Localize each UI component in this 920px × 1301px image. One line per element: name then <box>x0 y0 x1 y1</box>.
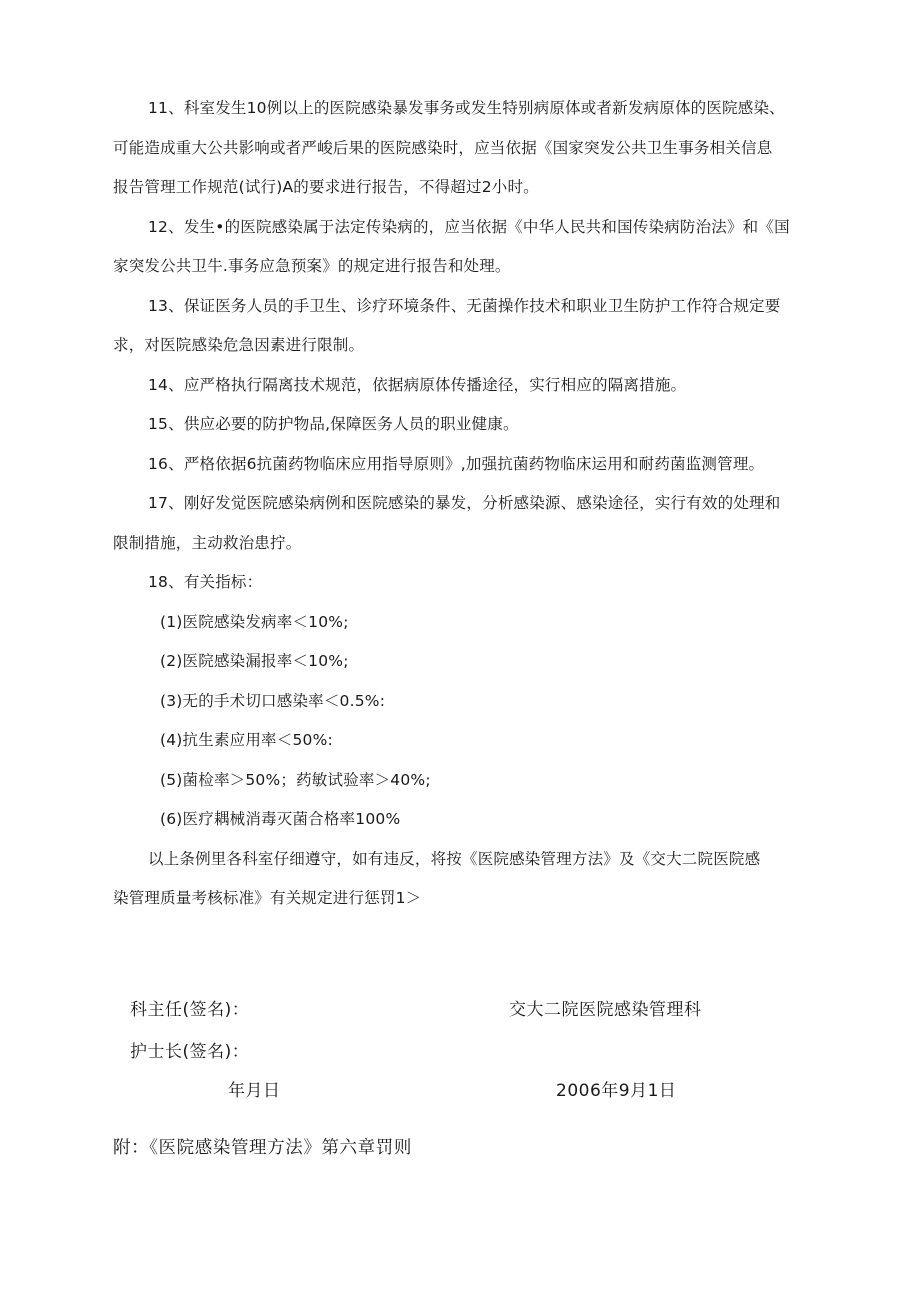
indicator-item: (2)医院感染漏报率＜10%; <box>160 652 349 670</box>
article-13-line-2: 求，对医院感染危急因素进行限制。 <box>113 336 365 354</box>
article-16: 16、严格依据6抗菌药物临床应用指导原则》,加强抗菌药物临床运用和耐药菌监测管理。 <box>148 455 765 473</box>
closing-line-1: 以上条例里各科室仔细遵守，如有违反，将按《医院感染管理方法》及《交大二院医院感 <box>148 850 761 868</box>
indicator-item: (5)菌检率＞50%；药敏试验率＞40%; <box>160 771 431 789</box>
article-11-line-1: 11、科室发生10例以上的医院感染暴发事务或发生特别病原体或者新发病原体的医院感染、 <box>148 99 785 117</box>
article-18: 18、有关指标： <box>148 573 263 591</box>
article-17-line-2: 限制措施，主动救治患拧。 <box>113 534 302 552</box>
indicator-item: (4)抗生素应用率＜50%: <box>160 731 333 749</box>
article-14: 14、应严格执行隔离技术规范，依据病原体传播途径，实行相应的隔离措施。 <box>148 376 687 394</box>
article-17-line-1: 17、刚好发觉医院感染病例和医院感染的暴发，分析感染源、感染途径，实行有效的处理和 <box>148 494 781 512</box>
closing-line-2: 染管理质量考核标准》有关规定进行惩罚1＞ <box>113 889 422 907</box>
head-nurse-signature-label: 护士长(签名)： <box>130 1042 250 1062</box>
article-13-line-1: 13、保证医务人员的手卫生、诊疗环境条件、无菌操作技术和职业卫生防护工作符合规定要 <box>148 297 781 315</box>
article-12-line-1: 12、发生•的医院感染属于法定传染病的，应当依据《中华人民共和国传染病防治法》和《国 <box>148 218 790 236</box>
article-15: 15、供应必要的防护物品,保障医务人员的职业健康。 <box>148 415 519 433</box>
article-11-line-2: 可能造成重大公共影响或者严峻后果的医院感染时，应当依据《国家突发公共卫生事务相关信息 <box>113 139 773 157</box>
article-12-line-2: 家突发公共卫牛.事务应急预案》的规定进行报告和处理。 <box>113 257 511 275</box>
indicator-item: (6)医疗耦械消毒灭菌合格率100% <box>160 810 401 828</box>
indicator-item: (3)无的手术切口感染率＜0.5%: <box>160 692 386 710</box>
director-signature-label: 科主任(签名)： <box>130 1000 250 1020</box>
indicator-item: (1)医院感染发病率＜10%; <box>160 613 349 631</box>
date-blank: 年月日 <box>228 1081 281 1101</box>
department-name: 交大二院医院感染管理科 <box>509 1000 702 1020</box>
appendix-title: 附：《医院感染管理方法》第六章罚则 <box>113 1138 412 1158</box>
article-11-line-3: 报告管理工作规范(试行)A的要求进行报告，不得超过2小时。 <box>113 178 539 196</box>
issue-date: 2006年9月1日 <box>556 1081 677 1101</box>
